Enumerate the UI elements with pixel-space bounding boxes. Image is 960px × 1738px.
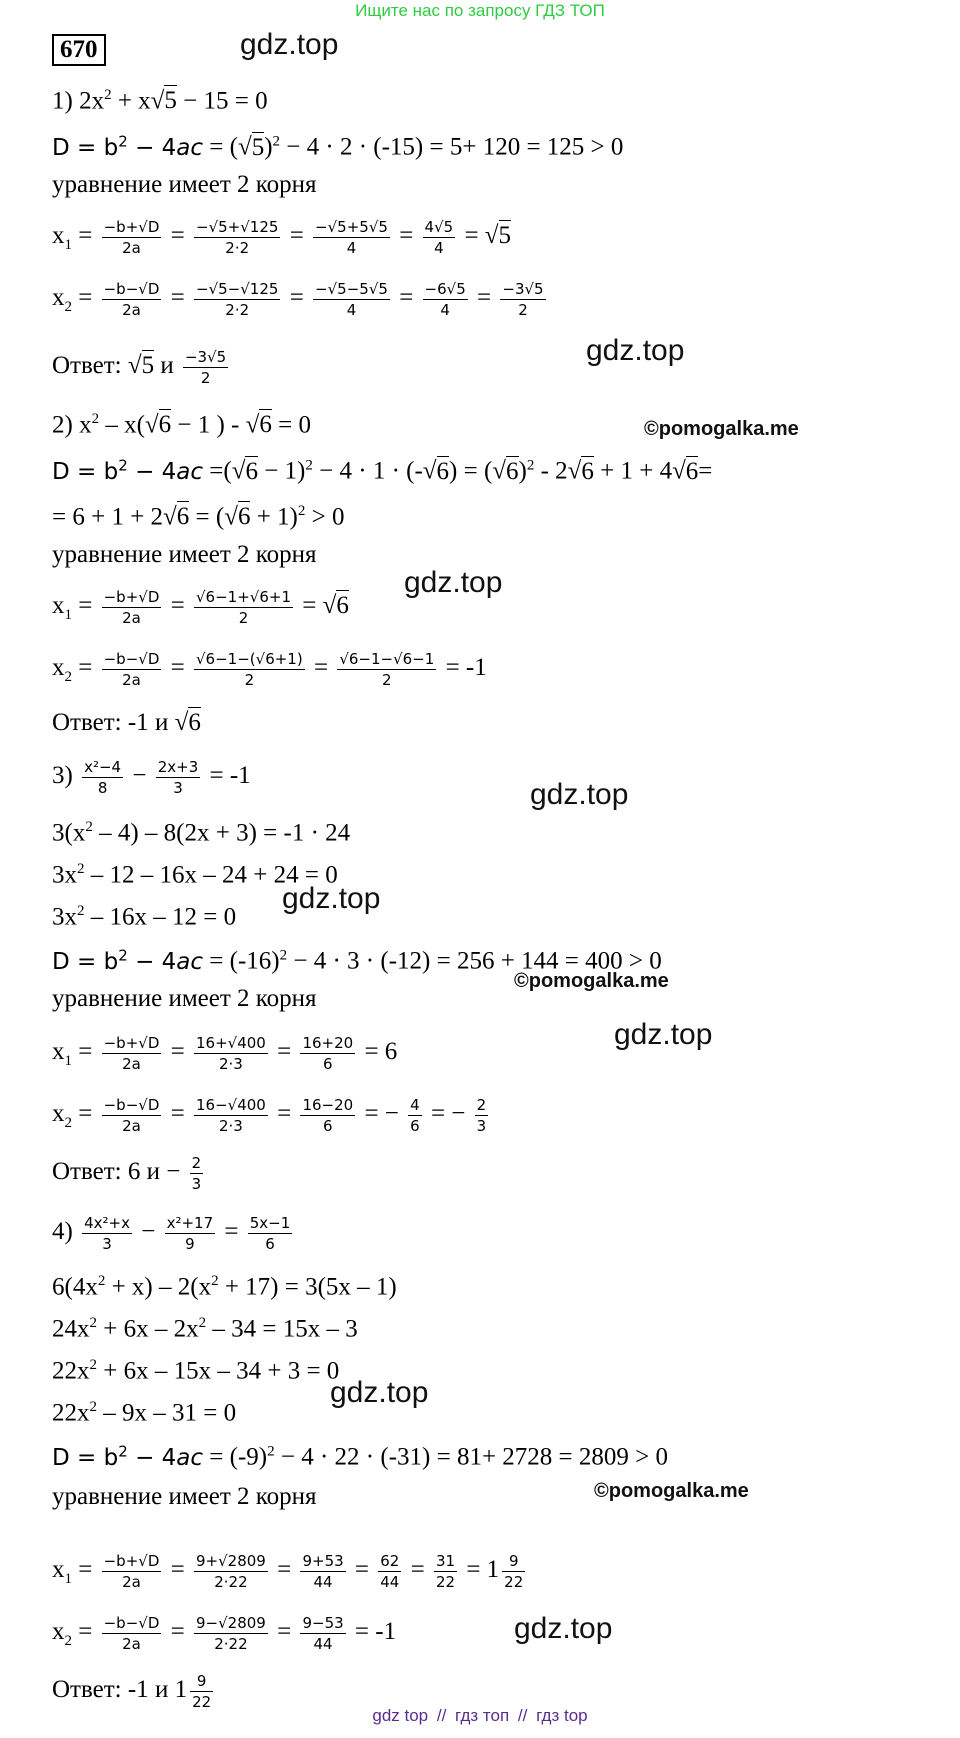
footer-link-gdz-top[interactable]: gdz top — [372, 1706, 429, 1725]
part3-root1: $x_1$ = $\frac{-b+√D}{2a}$ = $\frac{16+√400}{2\cdot 3}$ = $\frac{16+20}{6}$ = 6 — [52, 1034, 398, 1073]
problem-number: 670 — [52, 34, 106, 66]
part4-two-roots: уравнение имеет 2 корня — [52, 1483, 317, 1510]
part2-two-roots: уравнение имеет 2 корня — [52, 541, 317, 568]
footer-separator: // — [436, 1706, 447, 1725]
part1-discriminant: $D = b^2 - 4ac = (√5)^2 - 4 \cdot 2 \cdot (-15) = 5+ 120 = 125 > 0$ — [52, 132, 624, 161]
footer-links — [0, 1706, 960, 1726]
watermark: gdz.top — [282, 882, 381, 915]
part2-discriminant: $D = b^2 - 4ac =(√6 - 1)^2 - 4 \cdot 1 \cdot (-√6) = (√6)^2 - 2√6 + 1 + 4√6=$ — [52, 456, 713, 485]
part3-step2: $3x^2 - 12 - 16x - 24 + 24 = 0$ — [52, 861, 338, 889]
footer-separator: // — [517, 1706, 528, 1725]
part4-step4: $22x^2 - 9x - 31 = 0$ — [52, 1399, 237, 1427]
watermark: ©pomogalka.me — [594, 1480, 749, 1502]
watermark: gdz.top — [514, 1612, 613, 1645]
watermark: gdz.top — [404, 566, 503, 599]
part1-answer: Ответ: √5 и $\frac{-3√5}{2}$ — [52, 348, 227, 387]
footer-link-gdz-top-ru[interactable]: гдз топ — [455, 1706, 510, 1725]
part3-step1: $3(x^2 - 4) - 8(2x + 3) = -1 \cdot 24$ — [52, 819, 351, 847]
watermark: gdz.top — [330, 1376, 429, 1409]
part3-discriminant: $D = b^2 - 4ac = (-16)^2 - 4 \cdot 3 \cdot (-12) = 256 + 144 = 400 > 0$ — [52, 946, 662, 975]
part3-step3: $3x^2 - 16x - 12 = 0$ — [52, 903, 237, 931]
watermark: gdz.top — [240, 28, 339, 61]
top-banner: Ищите нас по запросу ГДЗ ТОП — [355, 1, 605, 20]
part3-equation: 3) $\frac{\text{x²−4}}{8}$ − $\frac{2x+3}{3}$ = -1 — [52, 758, 251, 797]
part2-equation: 2) $x^2 - x(√6 - 1$ ) - √6 = 0 — [52, 411, 311, 439]
watermark: ©pomogalka.me — [514, 970, 669, 992]
part4-answer: Ответ: -1 и 1 $\frac{9}{22}$ — [52, 1672, 212, 1711]
watermark: ©pomogalka.me — [644, 418, 799, 440]
watermark: gdz.top — [530, 778, 629, 811]
part2-root2: $x_2$ = $\frac{-b-√D}{2a}$ = $\frac{√6-1-(√6+1)}{2}$ = $\frac{√6-1-√6-1}{2}$ = -1 — [52, 650, 487, 689]
watermark: gdz.top — [614, 1018, 713, 1051]
part1-root1: $x_1$ = $\frac{-b+√D}{2a}$ = $\frac{-√5+√125}{2\cdot 2}$ = $\frac{-√5+5√5}{4}$ = $\frac{4√5}{4}$ = √5 — [52, 218, 512, 257]
part4-root1: $x_1$ = $\frac{-b+√D}{2a}$ = $\frac{9+√2809}{2\cdot 22}$ = $\frac{9+53}{44}$ = $\frac{62}{44}$ = $\frac{31}{22}$ = 1 $\frac{9}{22}$ — [52, 1552, 524, 1591]
part4-step2: $24x^2 + 6x - 2x^2 - 34 = 15x - 3$ — [52, 1315, 358, 1343]
part2-root1: $x_1$ = $\frac{-b+√D}{2a}$ = $\frac{√6-1+√6+1}{2}$ = √6 — [52, 588, 349, 627]
part1-equation: 1) $2x^2 + x√5 - 15 = 0$ — [52, 87, 268, 115]
part2-discriminant-cont: = $6 + 1 + 2√6 = (√6 + 1)^2 > 0$ — [52, 503, 345, 531]
part1-two-roots: уравнение имеет 2 корня — [52, 171, 317, 198]
part4-discriminant: $D = b^2 - 4ac = (-9)^2 - 4 \cdot 22 \cdot (-31) = 81+ 2728 = 2809 > 0$ — [52, 1442, 668, 1471]
part3-two-roots: уравнение имеет 2 корня — [52, 985, 317, 1012]
part4-root2: $x_2$ = $\frac{-b-√D}{2a}$ = $\frac{9-√2809}{2\cdot 22}$ = $\frac{9-53}{44}$ = -1 — [52, 1614, 397, 1653]
footer-link-gdz-top-mixed[interactable]: гдз top — [536, 1706, 588, 1725]
part2-answer: Ответ: -1 и √6 — [52, 709, 201, 736]
part1-root2: $x_2$ = $\frac{-b-√D}{2a}$ = $\frac{-√5-√125}{2\cdot 2}$ = $\frac{-√5-5√5}{4}$ = $\frac{-6√5}{4}$ = $\frac{-3√5}{2}$ — [52, 280, 544, 319]
part3-root2: $x_2$ = $\frac{-b-√D}{2a}$ = $\frac{16-√400}{2\cdot 3}$ = $\frac{16-20}{6}$ = − $\frac{4}{6}$ = − $\frac{2}{3}$ — [52, 1096, 487, 1135]
watermark: gdz.top — [586, 334, 685, 367]
part4-equation: 4) $\frac{\text{4x²+x}}{3}$ − $\frac{\text{x²+17}}{9}$ = $\frac{5x-1}{6}$ — [52, 1214, 291, 1253]
part4-step1: $6(4x^2 + x) - 2(x^2 + 17) = 3(5x - 1)$ — [52, 1273, 397, 1301]
part4-step3: $22x^2 + 6x - 15x - 34 + 3 = 0$ — [52, 1357, 340, 1385]
part3-answer: Ответ: 6 и − $\frac{2}{3}$ — [52, 1154, 202, 1193]
